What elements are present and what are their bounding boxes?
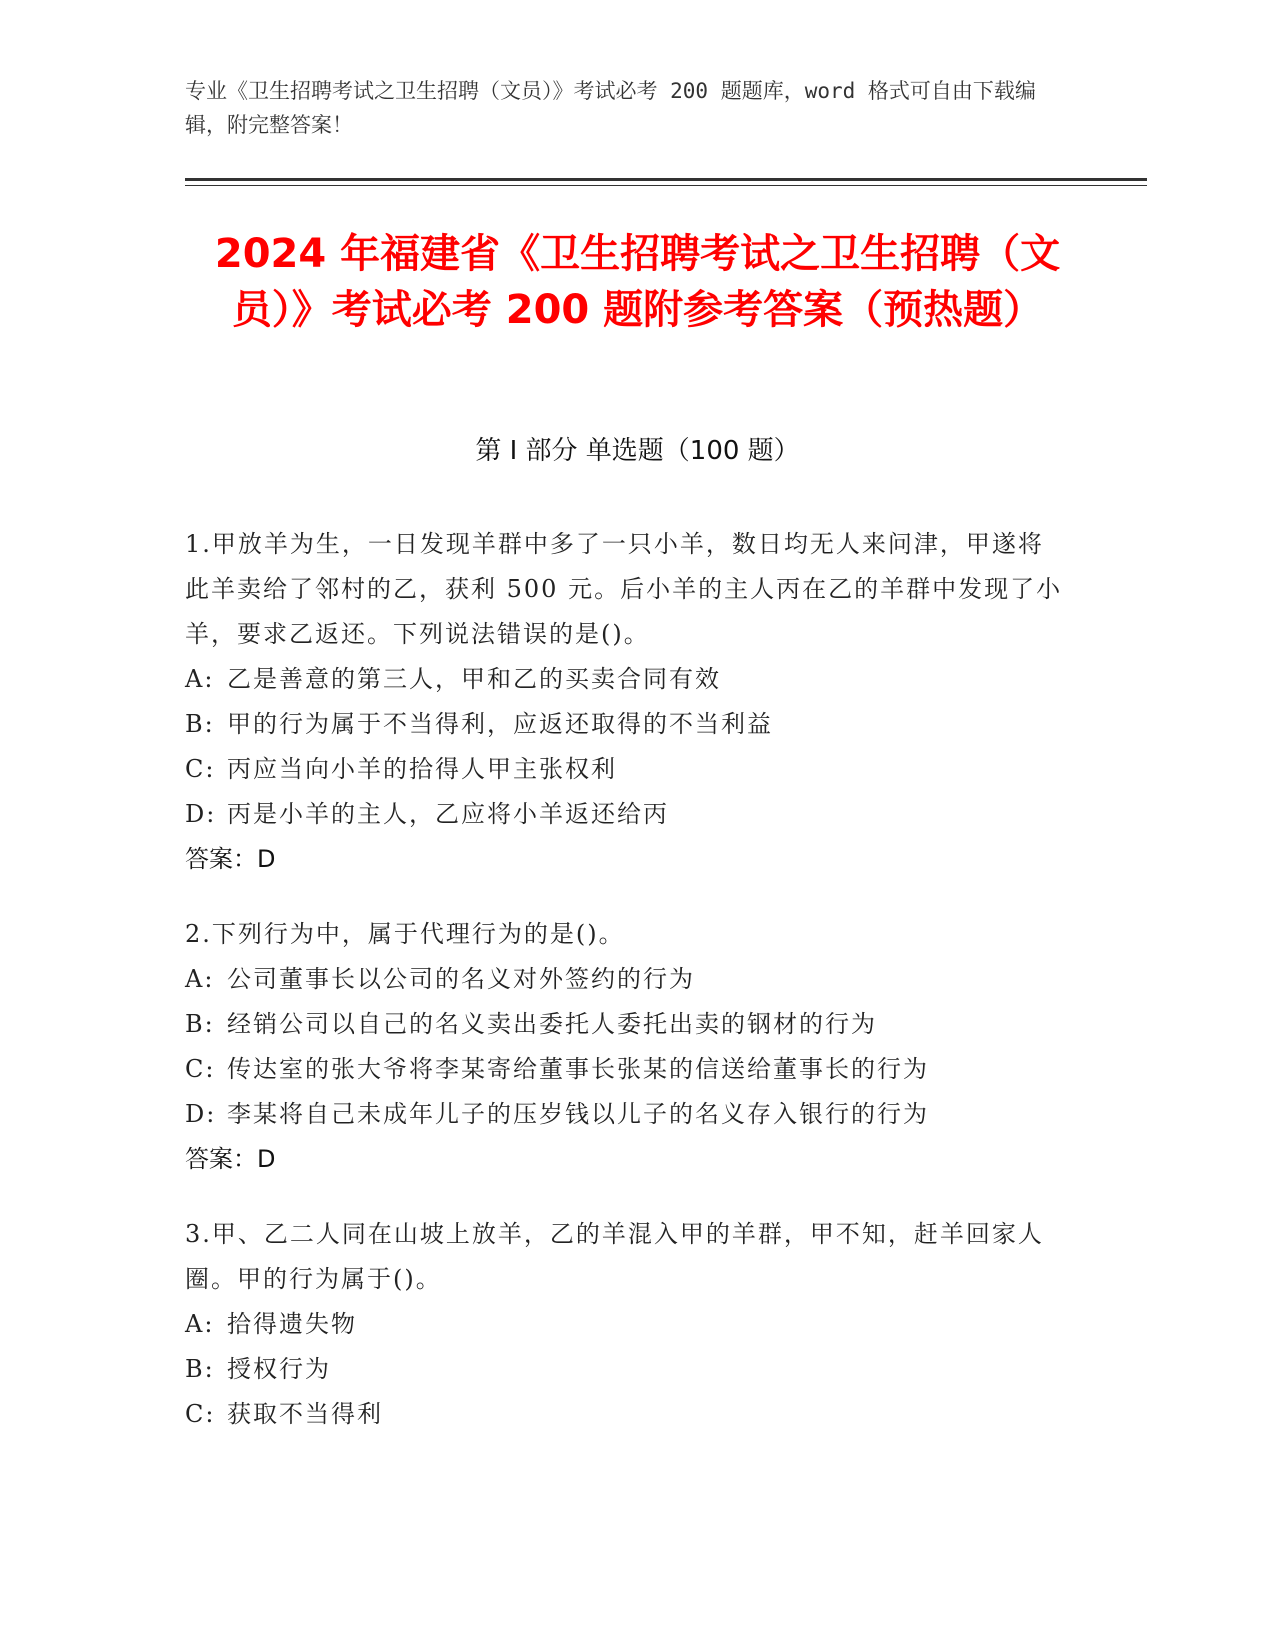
option-letter: B:	[185, 710, 215, 738]
question-option	[185, 792, 1065, 837]
option-letter: A:	[185, 965, 215, 993]
question-option	[185, 957, 1065, 1002]
header-note: 专业《卫生招聘考试之卫生招聘（文员）》考试必考 200 题题库，word 格式可自由下载编辑，附完整答案！	[185, 79, 1036, 137]
document-title: 2024 年福建省《卫生招聘考试之卫生招聘（文员）》考试必考 200 题附参考答案（预热题）	[214, 231, 1061, 333]
question-option	[185, 1002, 1065, 1047]
question-option	[185, 702, 1065, 747]
question-option	[185, 1392, 1065, 1437]
option-letter: C:	[185, 755, 216, 783]
option-letter: D:	[185, 800, 217, 828]
answer-line: 答案：D	[185, 1145, 276, 1173]
option-letter: C:	[185, 1055, 216, 1083]
question-list	[185, 522, 1065, 1467]
answer-line: 答案：D	[185, 845, 276, 873]
header-divider-thin	[185, 185, 1147, 186]
option-text: 拾得遗失物	[227, 1310, 357, 1338]
option-letter: B:	[185, 1355, 215, 1383]
question-option	[185, 1047, 1065, 1092]
option-letter: D:	[185, 1100, 217, 1128]
option-text: 甲的行为属于不当得利，应返还取得的不当利益	[227, 710, 773, 738]
question-option	[185, 1347, 1065, 1392]
question-option	[185, 1302, 1065, 1347]
option-letter: C:	[185, 1400, 216, 1428]
section-heading: 第 I 部分 单选题（100 题）	[475, 436, 800, 466]
option-text: 丙应当向小羊的拾得人甲主张权利	[227, 755, 617, 783]
question-stem: 1.甲放羊为生，一日发现羊群中多了一只小羊，数日均无人来问津，甲遂将此羊卖给了邻村的乙，获利 500 元。后小羊的主人丙在乙的羊群中发现了小羊，要求乙返还。下列说法错误的是()。	[185, 530, 1063, 648]
question-option	[185, 1092, 1065, 1137]
option-text: 获取不当得利	[227, 1400, 383, 1428]
option-letter: A:	[185, 665, 215, 693]
option-text: 乙是善意的第三人，甲和乙的买卖合同有效	[227, 665, 721, 693]
option-text: 公司董事长以公司的名义对外签约的行为	[227, 965, 695, 993]
option-text: 经销公司以自己的名义卖出委托人委托出卖的钢材的行为	[227, 1010, 877, 1038]
option-text: 传达室的张大爷将李某寄给董事长张某的信送给董事长的行为	[227, 1055, 929, 1083]
header-divider	[185, 178, 1147, 181]
question-item	[185, 912, 1065, 1182]
question-item	[185, 522, 1065, 882]
question-stem: 2.下列行为中，属于代理行为的是()。	[185, 920, 625, 948]
question-option	[185, 657, 1065, 702]
option-text: 丙是小羊的主人，乙应将小羊返还给丙	[227, 800, 669, 828]
option-letter: A:	[185, 1310, 215, 1338]
option-letter: B:	[185, 1010, 215, 1038]
question-stem: 3.甲、乙二人同在山坡上放羊，乙的羊混入甲的羊群，甲不知，赶羊回家人圈。甲的行为属于()。	[185, 1220, 1044, 1293]
question-option	[185, 747, 1065, 792]
option-text: 李某将自己未成年儿子的压岁钱以儿子的名义存入银行的行为	[227, 1100, 929, 1128]
option-text: 授权行为	[227, 1355, 331, 1383]
question-item	[185, 1212, 1065, 1437]
